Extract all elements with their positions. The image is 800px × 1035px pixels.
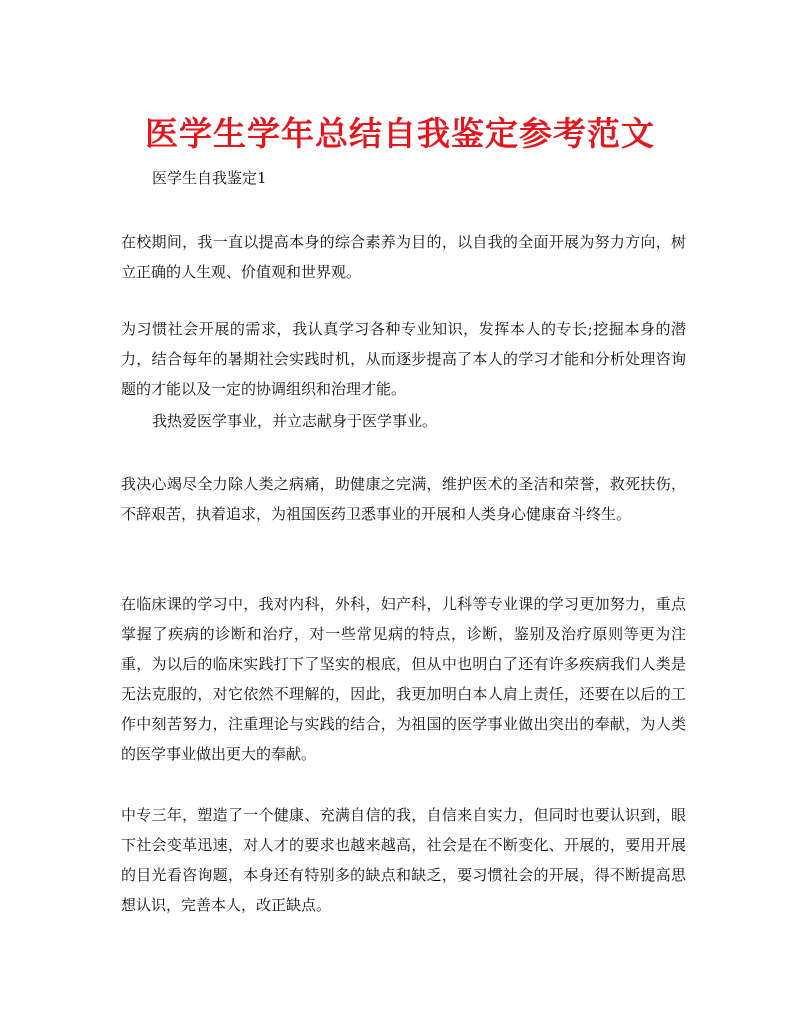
document-title: 医学生学年总结自我鉴定参考范文 <box>145 114 655 153</box>
paragraph-2: 为习惯社会开展的需求，我认真学习各种专业知识，发挥本人的专长;挖掘本身的潜力，结合每年的暑期社会实践时机，从而逐步提高了本人的学习才能和分析处理咨询题的才能以及一定的协调组织和治理才能。 <box>121 320 686 398</box>
section-subheading: 医学生自我鉴定1 <box>152 169 267 187</box>
paragraph-3: 我热爱医学事业，并立志献身于医学事业。 <box>152 412 438 430</box>
paragraph-4: 我决心竭尽全力除人类之病痛，助健康之完满，维护医术的圣洁和荣誉，救死扶伤，不辞艰苦，执着追求，为祖国医药卫悉事业的开展和人类身心健康奋斗终生。 <box>121 475 686 523</box>
paragraph-1: 在校期间，我一直以提高本身的综合素养为目的，以自我的全面开展为努力方向，树立正确的人生观、价值观和世界观。 <box>121 233 686 281</box>
paragraph-6: 中专三年，塑造了一个健康、充满自信的我，自信来自实力，但同时也要认识到，眼下社会变革迅速，对人才的要求也越来越高，社会是在不断变化、开展的，要用开展的目光看咨询题，本身还有特别多的缺点和缺乏，要习惯社会的开展，得不断提高思想认识，完善本人，改正缺点。 <box>121 806 686 914</box>
paragraph-5: 在临床课的学习中，我对内科，外科，妇产科，儿科等专业课的学习更加努力，重点掌握了疾病的诊断和治疗，对一些常见病的特点，诊断，鉴别及治疗原则等更为注重，为以后的临床实践打下了坚实的根底，但从中也明白了还有许多疾病我们人类是无法克服的，对它依然不理解的，因此，我更加明白本人肩上责任，还要在以后的工作中刻苦努力，注重理论与实践的结合，为祖国的医学事业做出突出的奉献，为人类的医学事业做出更大的奉献。 <box>121 595 686 763</box>
